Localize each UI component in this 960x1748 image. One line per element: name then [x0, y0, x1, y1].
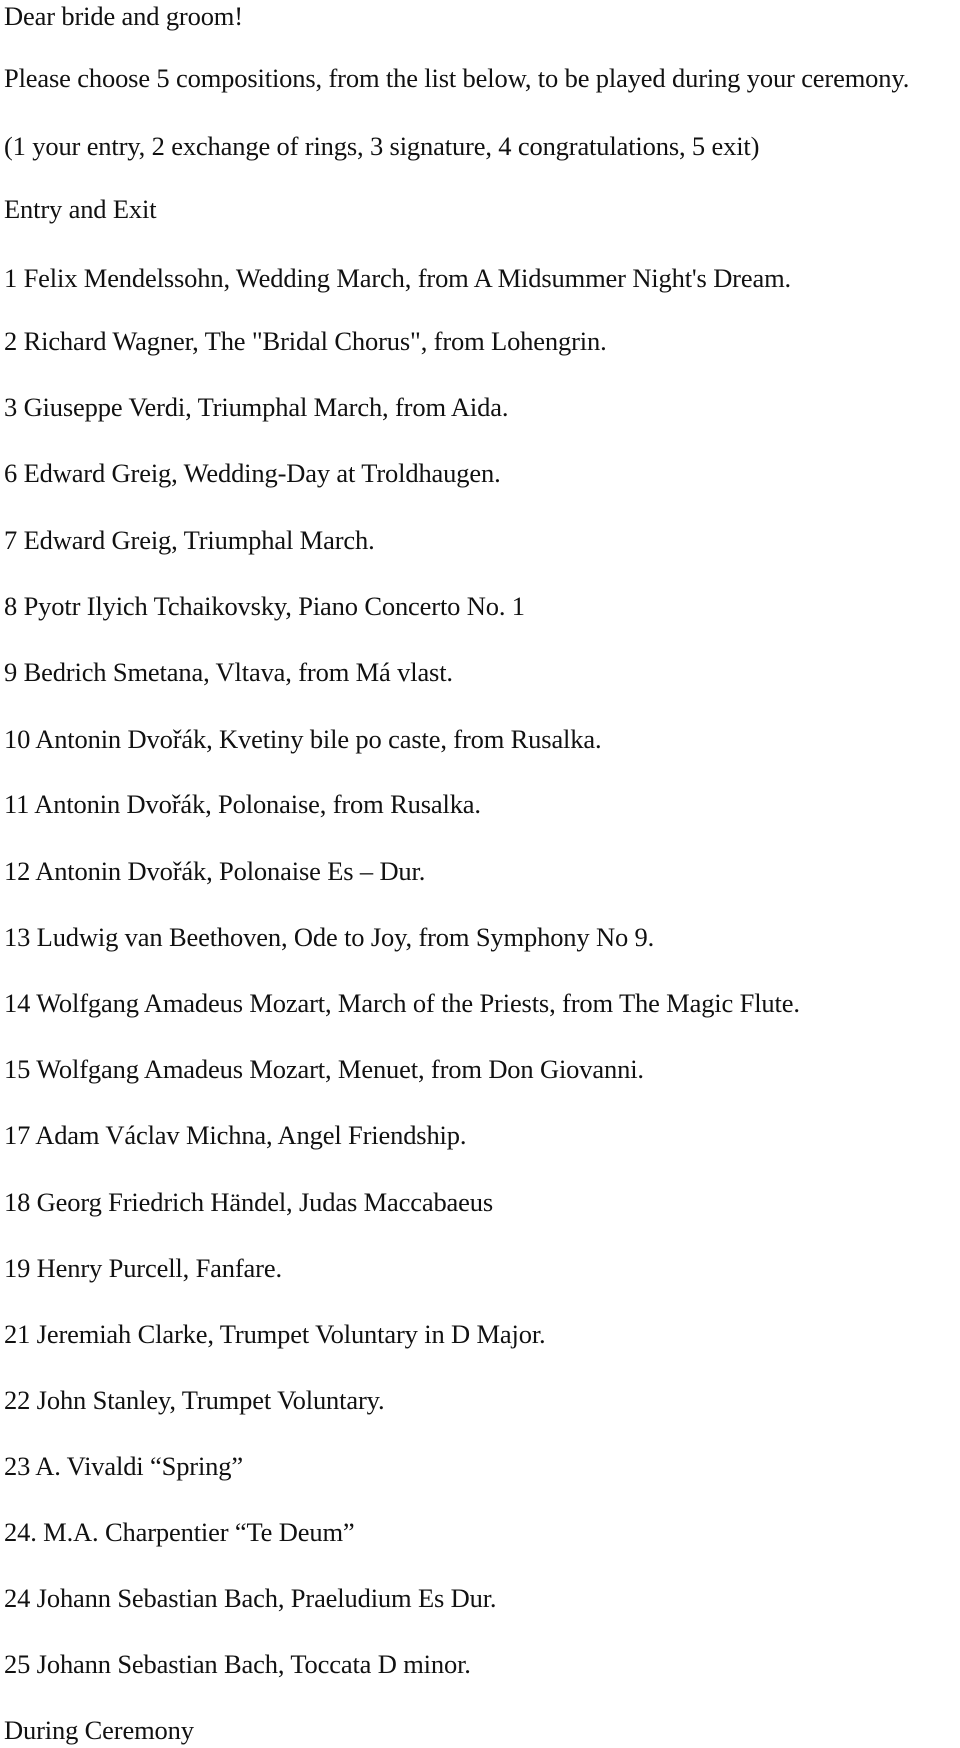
composition-item: 21 Jeremiah Clarke, Trumpet Voluntary in D Major. [4, 1319, 546, 1349]
composition-item: 6 Edward Greig, Wedding-Day at Troldhaugen. [4, 458, 501, 488]
composition-item: 24. M.A. Charpentier “Te Deum” [4, 1517, 355, 1547]
composition-item: 3 Giuseppe Verdi, Triumphal March, from Aida. [4, 392, 509, 422]
composition-item: 15 Wolfgang Amadeus Mozart, Menuet, from Don Giovanni. [4, 1054, 644, 1084]
composition-item: 9 Bedrich Smetana, Vltava, from Má vlast. [4, 657, 453, 687]
composition-item: 12 Antonin Dvořák, Polonaise Es – Dur. [4, 856, 426, 886]
composition-item: 2 Richard Wagner, The "Bridal Chorus", from Lohengrin. [4, 326, 607, 356]
instruction: Please choose 5 compositions, from the list below, to be played during your ceremony. [4, 63, 910, 93]
composition-item: 8 Pyotr Ilyich Tchaikovsky, Piano Concerto No. 1 [4, 591, 525, 621]
legend: (1 your entry, 2 exchange of rings, 3 signature, 4 congratulations, 5 exit) [4, 131, 760, 161]
composition-item: 25 Johann Sebastian Bach, Toccata D minor. [4, 1649, 471, 1679]
composition-item: 14 Wolfgang Amadeus Mozart, March of the Priests, from The Magic Flute. [4, 988, 800, 1018]
composition-item: 19 Henry Purcell, Fanfare. [4, 1253, 282, 1283]
greeting: Dear bride and groom! [4, 1, 243, 31]
composition-item: 7 Edward Greig, Triumphal March. [4, 525, 375, 555]
composition-item: 10 Antonin Dvořák, Kvetiny bile po caste, from Rusalka. [4, 724, 602, 754]
composition-item: 13 Ludwig van Beethoven, Ode to Joy, from Symphony No 9. [4, 922, 655, 952]
composition-item: 17 Adam Václav Michna, Angel Friendship. [4, 1120, 467, 1150]
composition-item: 1 Felix Mendelssohn, Wedding March, from A Midsummer Night's Dream. [4, 263, 792, 293]
composition-item: 18 Georg Friedrich Händel, Judas Maccabaeus [4, 1187, 494, 1217]
composition-item: 23 A. Vivaldi “Spring” [4, 1451, 243, 1481]
section-entry-exit: Entry and Exit [4, 194, 157, 224]
section-during-ceremony: During Ceremony [4, 1715, 194, 1745]
composition-item: 24 Johann Sebastian Bach, Praeludium Es Dur. [4, 1583, 497, 1613]
composition-item: 22 John Stanley, Trumpet Voluntary. [4, 1385, 385, 1415]
composition-item: 11 Antonin Dvořák, Polonaise, from Rusalka. [4, 789, 481, 819]
